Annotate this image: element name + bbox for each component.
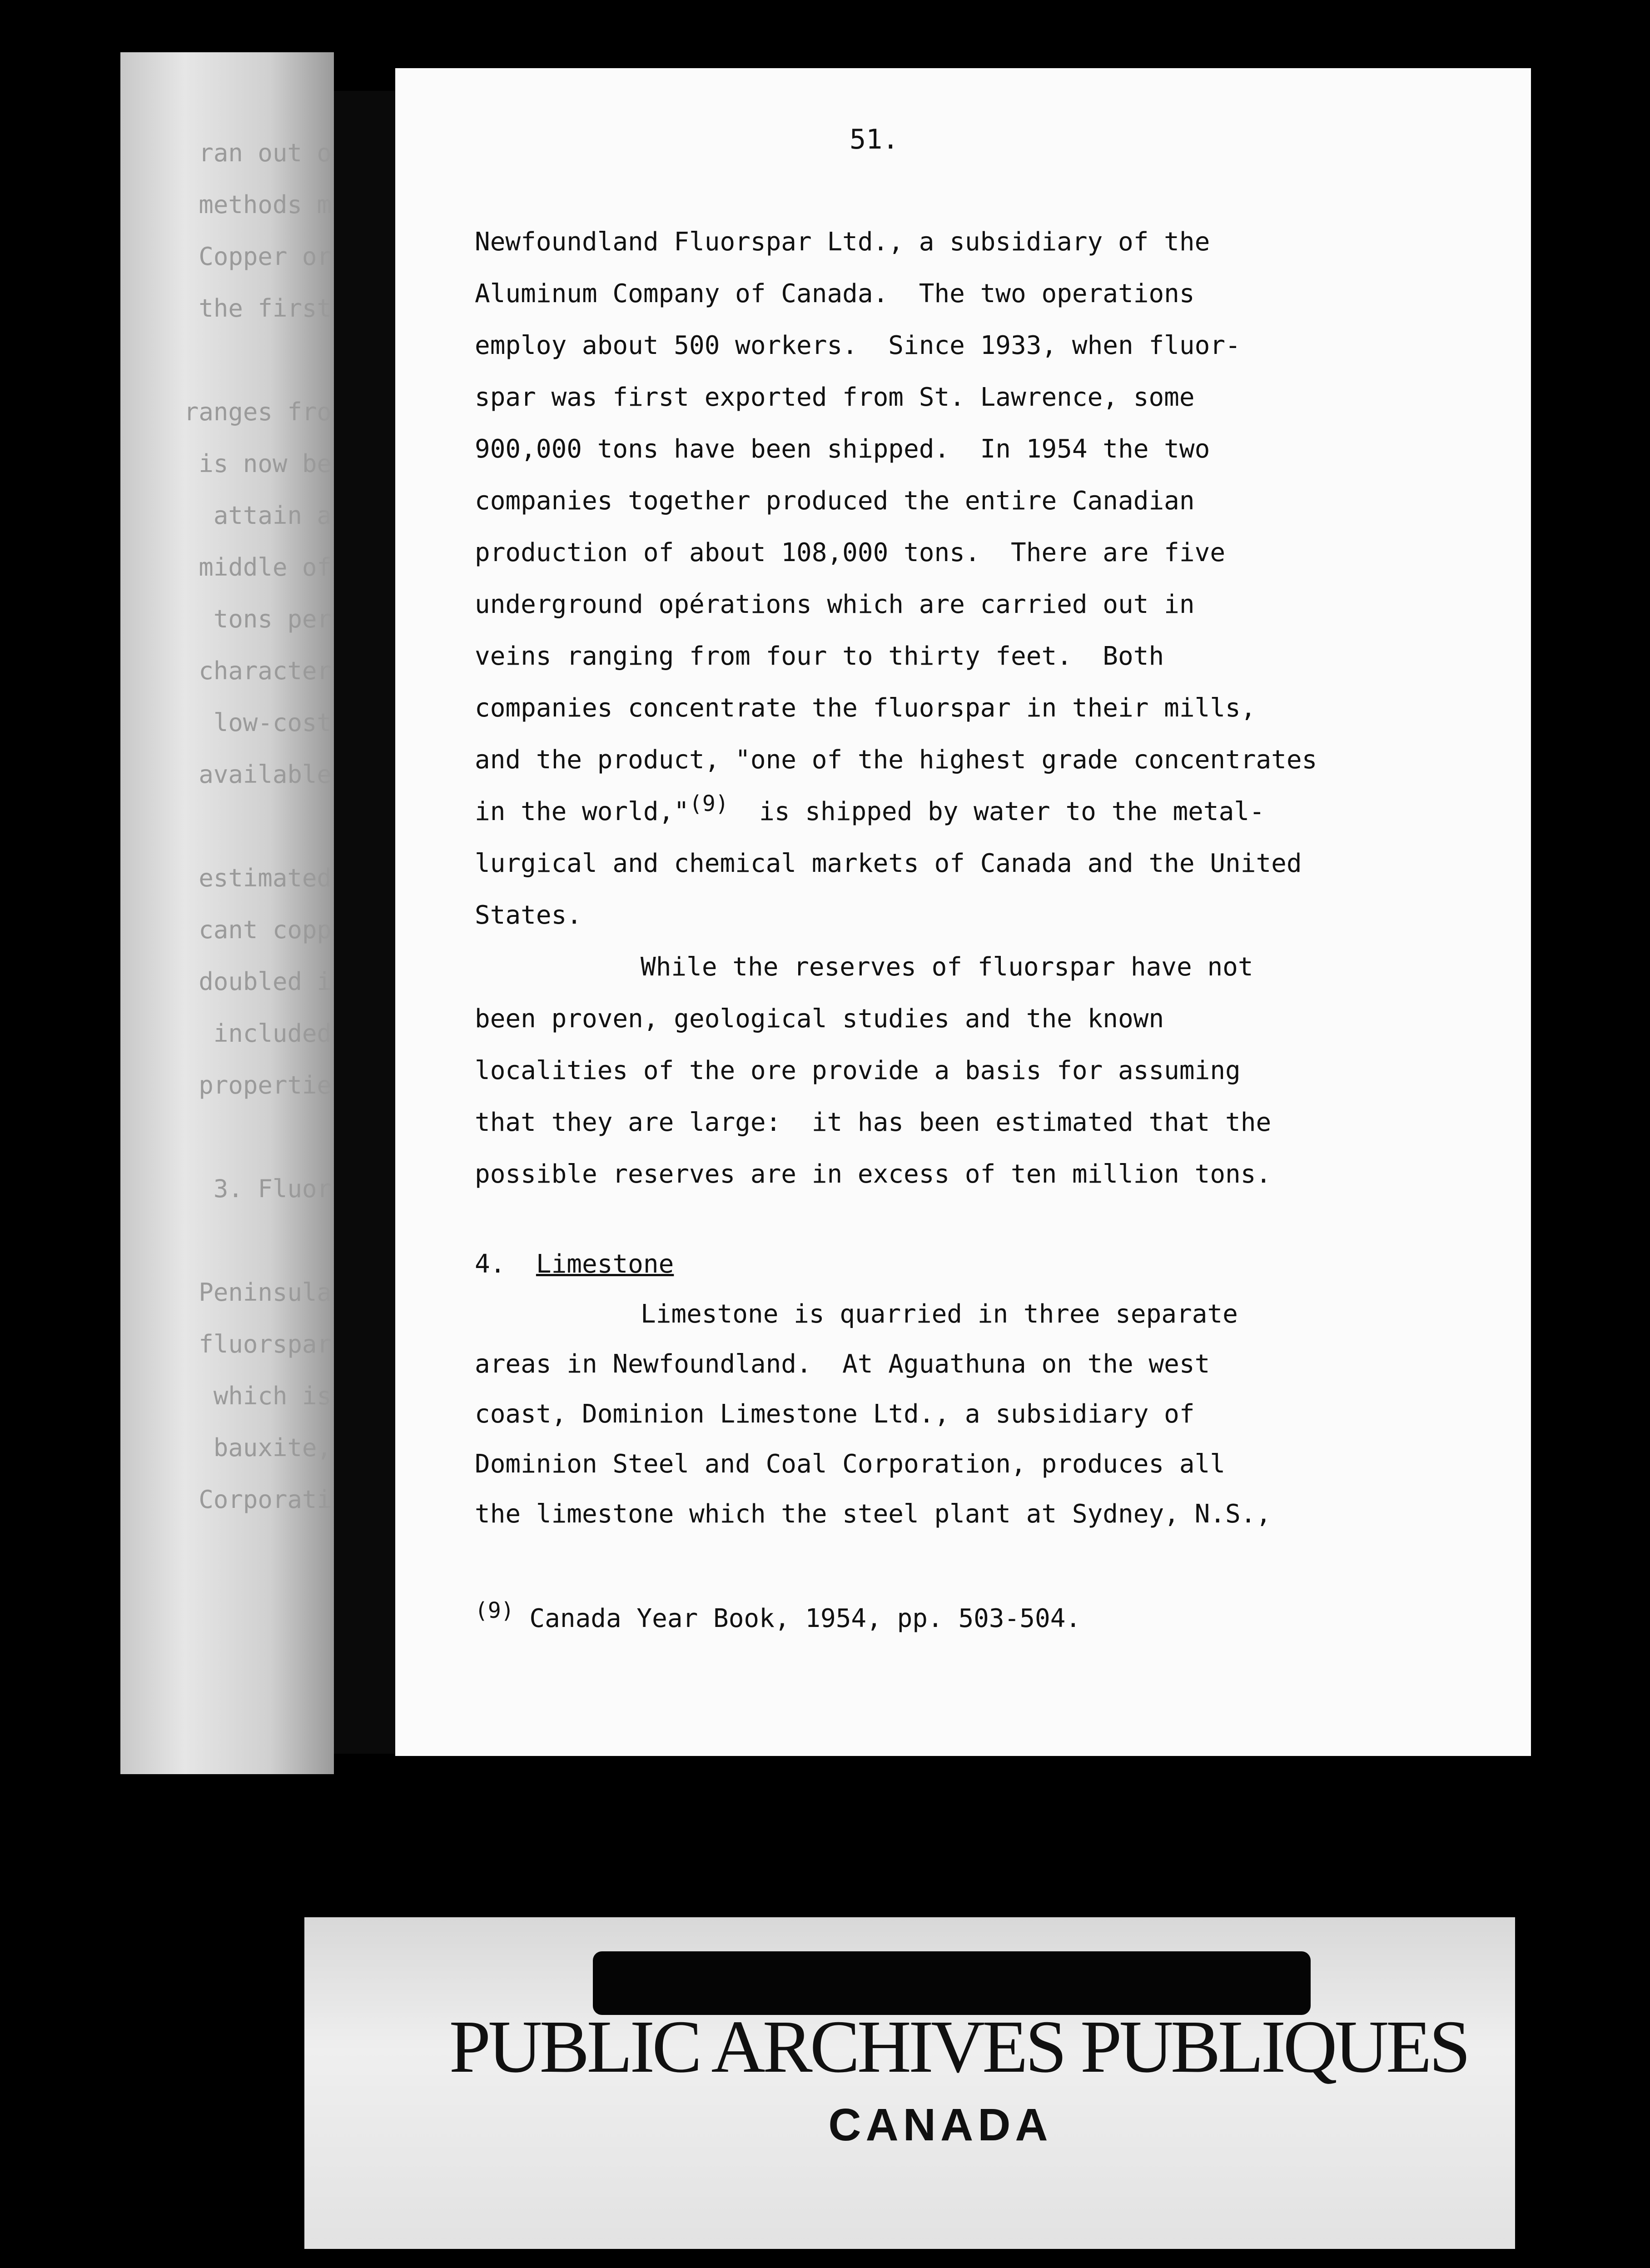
text-line: localities of the ore provide a basis for assuming (475, 1056, 1241, 1085)
section-title: Limestone (536, 1249, 674, 1279)
text-line: Aluminum Company of Canada. The two operations (475, 279, 1195, 308)
text-segment: in the world," (475, 797, 690, 826)
footnote-text: Canada Year Book, 1954, pp. 503-504. (529, 1604, 1081, 1633)
text-line: possible reserves are in excess of ten million tons. (475, 1159, 1272, 1189)
text-line: companies together produced the entire Canadian (475, 486, 1195, 516)
text-line: 900,000 tons have been shipped. In 1954 the two (475, 434, 1210, 464)
archive-label-main: PUBLIC ARCHIVES PUBLIQUES (449, 2005, 1468, 2088)
page-number: 51. (850, 124, 899, 155)
footnote-reference: (9) (689, 791, 729, 816)
text-line: areas in Newfoundland. At Aguathuna on the west (475, 1349, 1210, 1379)
text-line: underground opérations which are carried out in (475, 590, 1195, 619)
text-line: Dominion Steel and Coal Corporation, produces all (475, 1449, 1226, 1479)
text-line: While the reserves of fluorspar have not (641, 952, 1253, 982)
text-segment: is shipped by water to the metal- (759, 797, 1265, 826)
archive-label-sub: CANADA (828, 2099, 1053, 2150)
text-line: veins ranging from four to thirty feet. Both (475, 642, 1164, 671)
text-line: States. (475, 900, 582, 930)
text-line: been proven, geological studies and the known (475, 1004, 1164, 1034)
text-line: employ about 500 workers. Since 1933, when fluor- (475, 331, 1241, 360)
text-line (475, 791, 1265, 826)
book-spine (334, 91, 400, 1754)
text-line: companies concentrate the fluorspar in their mills, (475, 693, 1256, 723)
text-line: coast, Dominion Limestone Ltd., a subsidiary of (475, 1399, 1195, 1429)
section-heading (475, 1249, 674, 1279)
footnote (475, 1598, 1081, 1633)
text-line: that they are large: it has been estimated that the (475, 1108, 1272, 1137)
left-page-text: ran out o methods m Copper or the first ranges fro is now be attain a middle of tons per character low-cost available estimated cant copp doubled i included propertie 3. Fluor Peninsula fluorspar which is bauxite, Corporati (184, 139, 332, 1514)
footnote-marker: (9) (475, 1598, 514, 1623)
section-number: 4. (475, 1249, 506, 1279)
text-line: spar was first exported from St. Lawrence, some (475, 383, 1195, 412)
text-line: the limestone which the steel plant at Sydney, N.S., (475, 1499, 1272, 1529)
text-line: Newfoundland Fluorspar Ltd., a subsidiary of the (475, 227, 1210, 257)
text-line: lurgical and chemical markets of Canada and the United (475, 849, 1302, 878)
text-line: production of about 108,000 tons. There are five (475, 538, 1226, 567)
text-line: Limestone is quarried in three separate (641, 1299, 1238, 1329)
text-line: and the product, "one of the highest grade concentrates (475, 745, 1317, 775)
